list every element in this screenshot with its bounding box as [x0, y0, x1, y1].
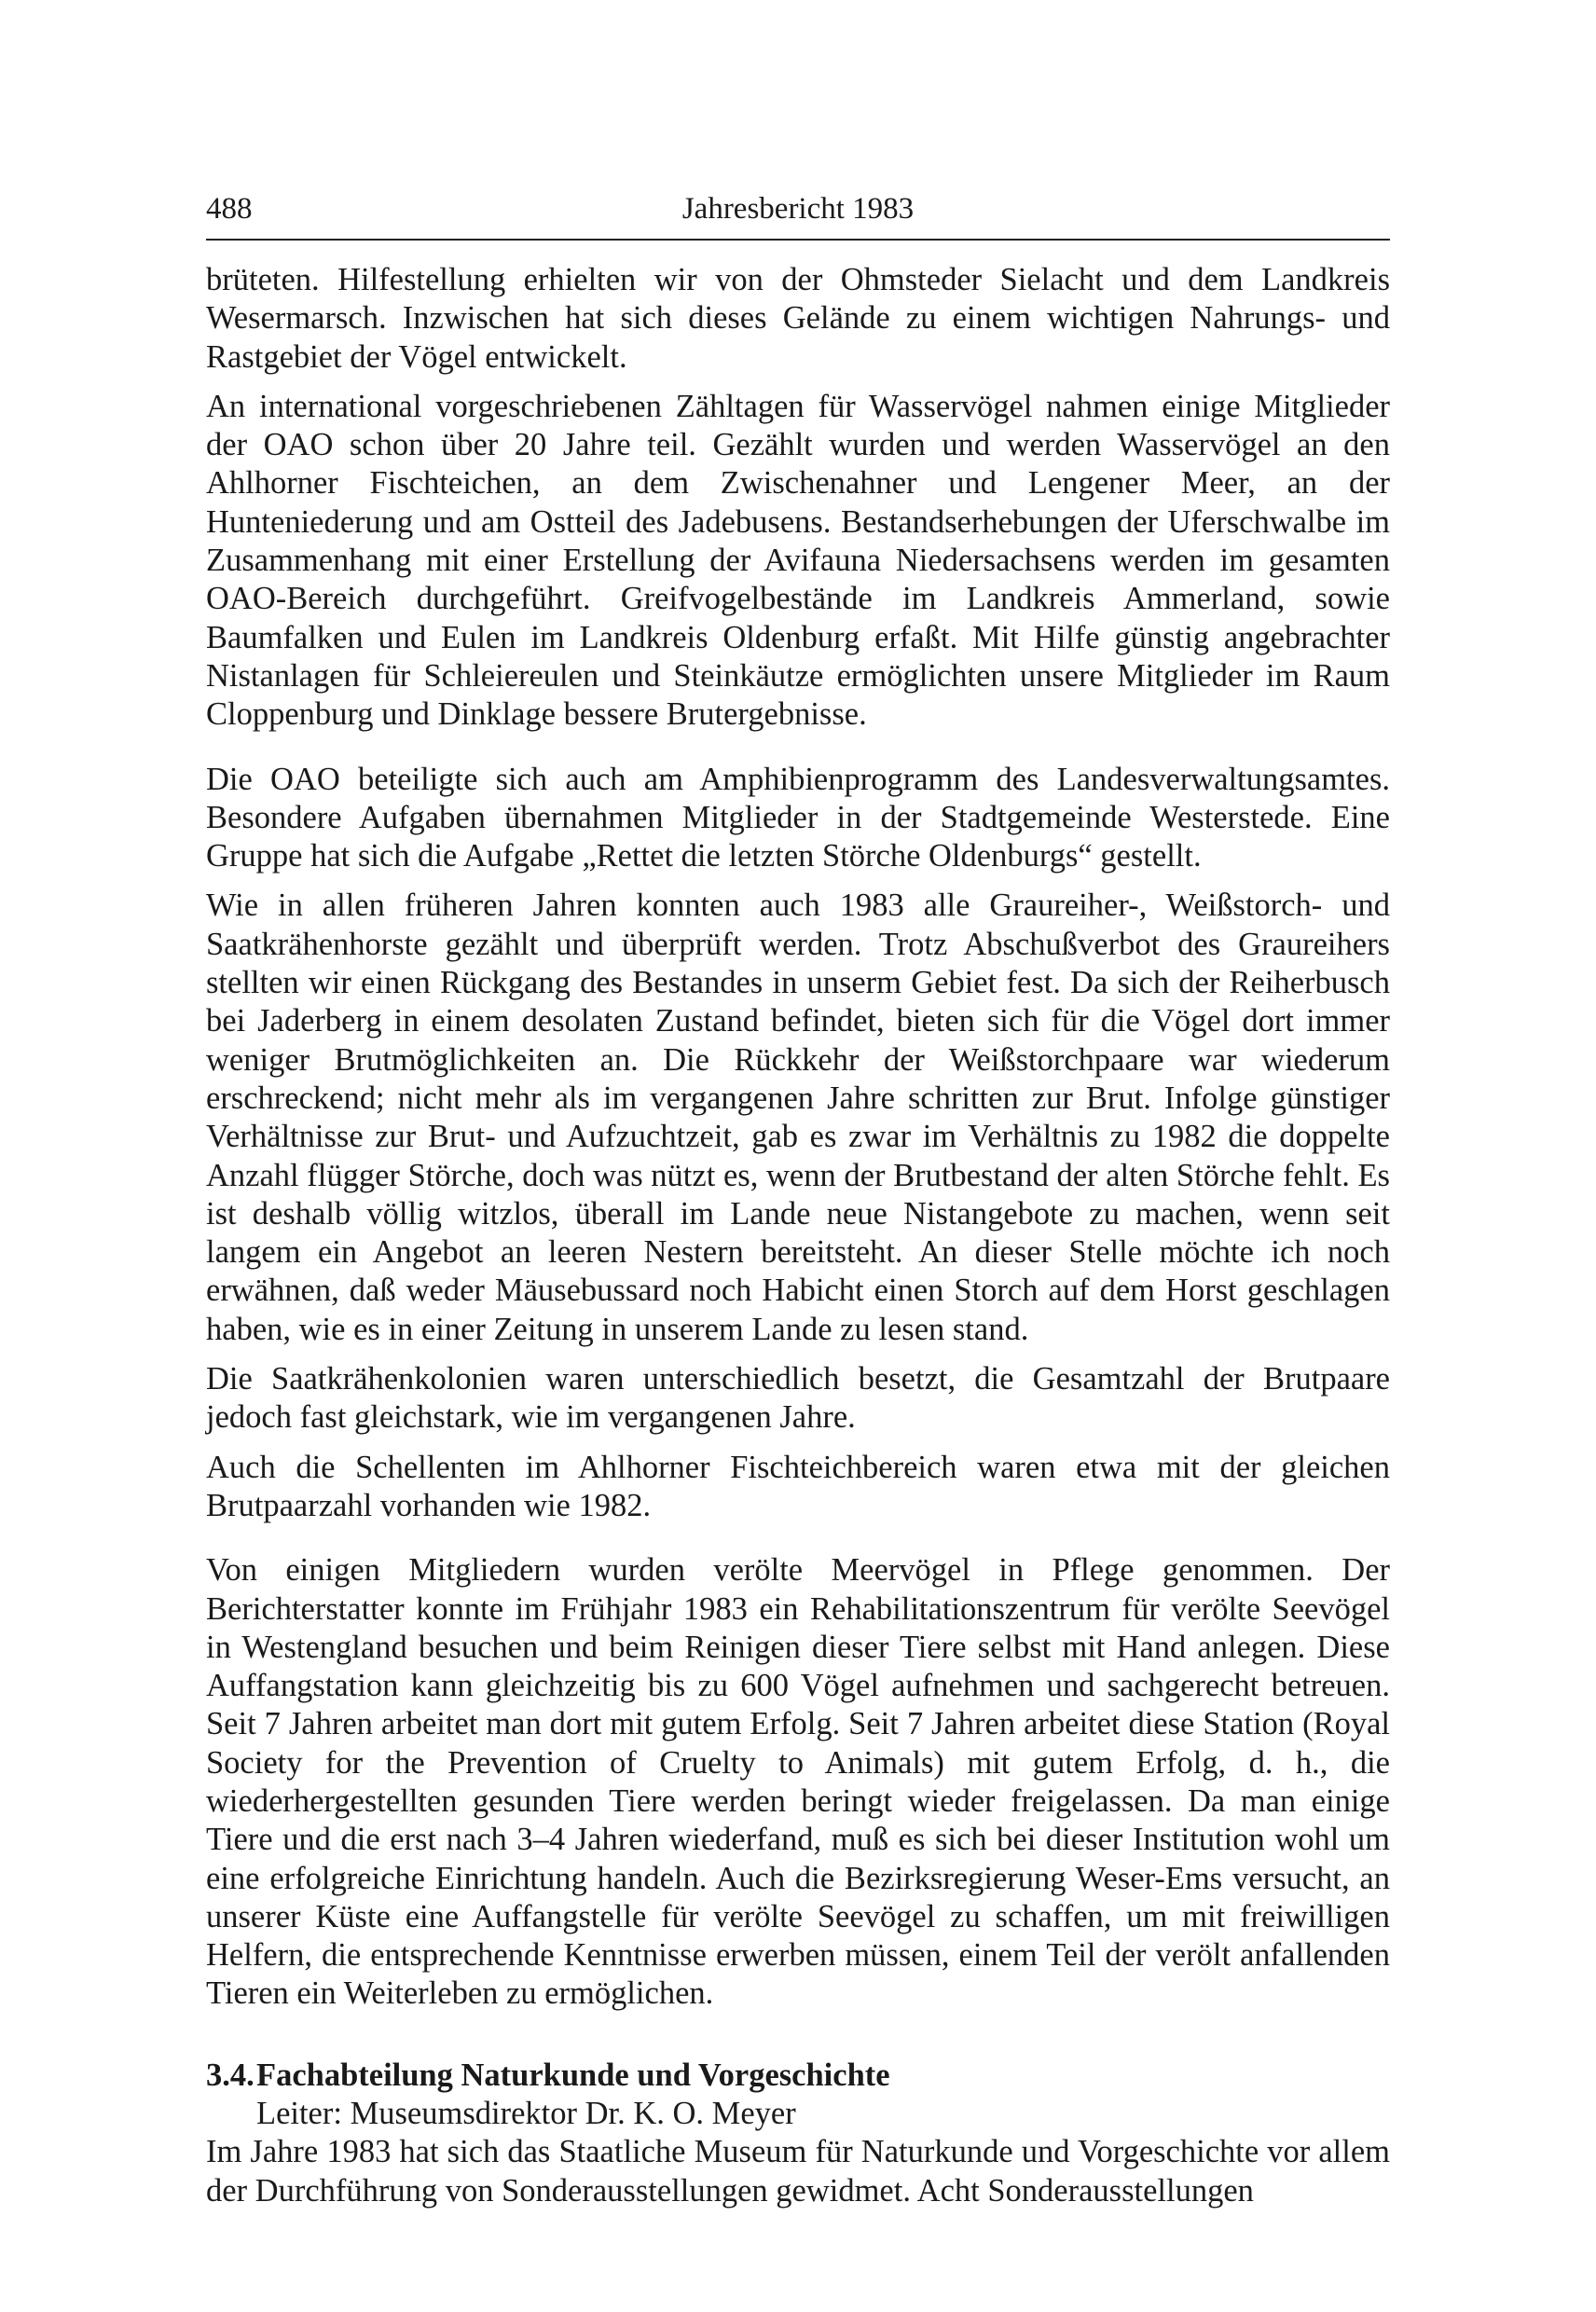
paragraph-5: Die Saatkrähenkolonien waren unterschiedlich besetzt, die Gesamtzahl der Brutpaare jedoch fast gleichstark, wie im vergangenen Jahre.	[206, 1361, 1390, 1436]
paragraph-6: Auch die Schellenten im Ahlhorner Fischteichbereich waren etwa mit der gleichen Brutpaarzahl vorhanden wie 1982.	[206, 1449, 1390, 1523]
running-title: Jahresbericht 1983	[681, 192, 915, 226]
section-title-line	[206, 2057, 1390, 2095]
section-subtitle: Leiter: Museumsdirektor Dr. K. O. Meyer	[256, 2096, 796, 2132]
paragraph-3: Die OAO beteiligte sich auch am Amphibienprogramm des Landesverwaltungsamtes. Besondere Aufgaben übernahmen Mitglieder in der Stadtgemeinde Westerstede. Eine Gruppe hat sich die Aufgabe „Rettet die letzten Störche Oldenburgs“ gestellt.	[206, 761, 1390, 874]
section-title: Fachabteilung Naturkunde und Vorgeschichte	[256, 2057, 890, 2093]
header-rule	[206, 239, 1390, 241]
page-number: 488	[206, 192, 253, 226]
document-page	[206, 186, 1390, 2222]
running-header	[206, 186, 1390, 231]
section-heading	[206, 2057, 1390, 2134]
section-number: 3.4.	[206, 2057, 255, 2093]
paragraph-7: Von einigen Mitgliedern wurden verölte Meervögel in Pflege genommen. Der Berichterstatter konnte im Frühjahr 1983 ein Rehabilitationszentrum für verölte Seevögel in Westengland besuchen und beim Reinigen dieser Tiere selbst mit Hand anlegen. Diese Auffangstation kann gleichzeitig bis zu 600 Vögel aufnehmen und sachgerecht betreuen. Seit 7 Jahren arbeitet man dort mit gutem Erfolg. Seit 7 Jahren arbeitet diese Station (Royal Society for the Prevention of Cruelty to Animals) mit gutem Erfolg, d. h., die wiederhergestellten gesunden Tiere werden beringt wieder freigelassen. Da man einige Tiere und die erst nach 3–4 Jahren wiederfand, muß es sich bei dieser Institution wohl um eine erfolgreiche Einrichtung handeln. Auch die Bezirksregierung Weser-Ems versucht, an unserer Küste eine Auffangstelle für verölte Seevögel zu schaffen, um mit freiwilligen Helfern, die entsprechende Kenntnisse erwerben müssen, einem Teil der verölt anfallenden Tieren ein Weiterleben zu ermöglichen.	[206, 1552, 1390, 2012]
body-text	[206, 261, 1390, 2210]
section-paragraph: Im Jahre 1983 hat sich das Staatliche Museum für Naturkunde und Vorgeschichte vor allem der Durchführung von Sonderausstellungen gewidmet. Acht Sonderausstellungen	[206, 2134, 1390, 2209]
paragraph-1: brüteten. Hilfestellung erhielten wir von der Ohmsteder Sielacht und dem Landkreis Wesermarsch. Inzwischen hat sich dieses Gelände zu einem wichtigen Nahrungs- und Rastgebiet der Vögel entwickelt.	[206, 262, 1390, 375]
paragraph-2: An international vorgeschriebenen Zähltagen für Wasservögel nahmen einige Mitglieder der OAO schon über 20 Jahre teil. Gezählt wurden und werden Wasservögel an den Ahlhorner Fischteichen, an dem Zwischenahner und Lengener Meer, an der Hunteniederung und am Ostteil des Jadebusens. Bestandserhebungen der Uferschwalbe im Zusammenhang mit einer Erstellung der Avifauna Niedersachsens werden im gesamten OAO-Bereich durchgeführt. Greifvogelbestände im Landkreis Ammerland, sowie Baumfalken und Eulen im Landkreis Oldenburg erfaßt. Mit Hilfe günstig angebrachter Nistanlagen für Schleiereulen und Steinkäutze ermöglichten unsere Mitglieder im Raum Cloppenburg und Dinklage bessere Brutergebnisse.	[206, 388, 1390, 733]
paragraph-4: Wie in allen früheren Jahren konnten auch 1983 alle Graureiher-, Weißstorch- und Saatkrähenhorste gezählt und überprüft werden. Trotz Abschußverbot des Graureihers stellten wir einen Rückgang des Bestandes in unserm Gebiet fest. Da sich der Reiherbusch bei Jaderberg in einem desolaten Zustand befindet, bieten sich für die Vögel dort immer weniger Brutmöglichkeiten an. Die Rückkehr der Weißstorchpaare war wiederum erschreckend; nicht mehr als im vergangenen Jahre schritten zur Brut. Infolge günstiger Verhältnisse zur Brut- und Aufzuchtzeit, gab es zwar im Verhältnis zu 1982 die doppelte Anzahl flügger Störche, doch was nützt es, wenn der Brutbestand der alten Störche fehlt. Es ist deshalb völlig witzlos, überall im Lande neue Nistangebote zu machen, wenn seit langem ein Angebot an leeren Nestern bereitsteht. An dieser Stelle möchte ich noch erwähnen, daß weder Mäusebussard noch Habicht einen Storch auf dem Horst geschlagen haben, wie es in einer Zeitung in unserem Lande zu lesen stand.	[206, 888, 1390, 1347]
